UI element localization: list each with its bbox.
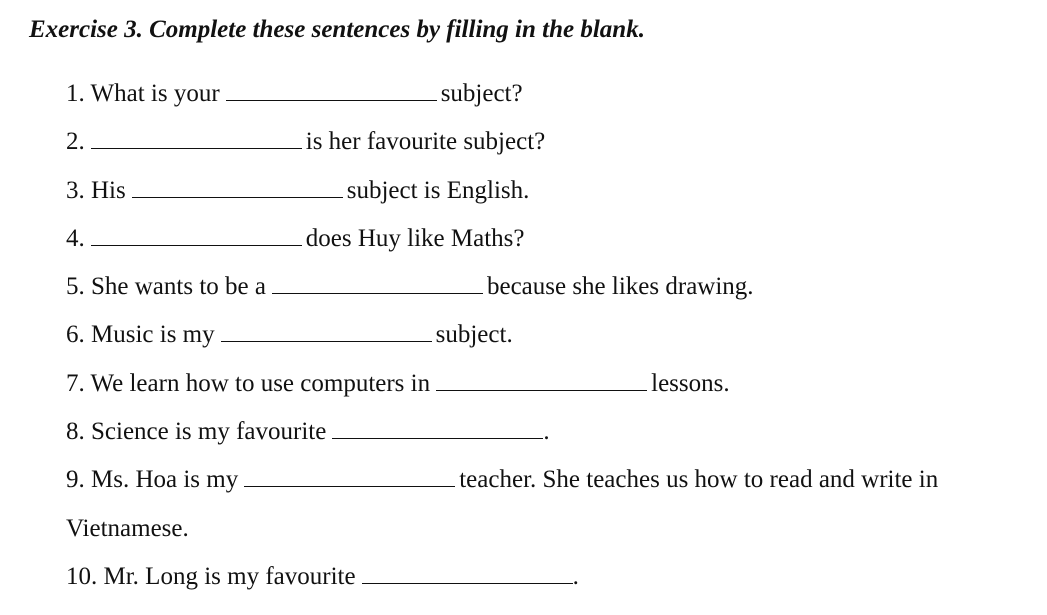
sentence-6 (66, 311, 1036, 359)
sentence-4 (66, 215, 1036, 263)
answer-blank[interactable] (332, 414, 543, 439)
sentence-text-before: 7. We learn how to use computers in (66, 369, 431, 397)
sentence-2 (66, 118, 1036, 166)
sentence-text-before: 3. His (66, 176, 126, 204)
sentence-text-after: is her favourite subject? (305, 128, 546, 156)
sentence-1 (66, 70, 1036, 118)
sentence-text-after: subject. (435, 321, 513, 349)
answer-blank[interactable] (221, 318, 432, 343)
sentence-3 (66, 167, 1036, 215)
sentence-text-after: . (572, 562, 579, 590)
exercise-title: Exercise 3. Complete these sentences by filling in the blank. (29, 16, 645, 43)
answer-blank[interactable] (132, 173, 343, 198)
sentence-text-after: subject is English. (346, 176, 530, 204)
sentence-text-before: 10. Mr. Long is my favourite (66, 562, 356, 590)
sentence-9 (66, 456, 1036, 504)
answer-blank[interactable] (91, 221, 302, 246)
sentence-list (66, 70, 1036, 601)
sentence-10 (66, 553, 1036, 601)
answer-blank[interactable] (362, 559, 573, 584)
answer-blank[interactable] (272, 269, 483, 294)
sentence-text-after: . (543, 418, 550, 446)
sentence-text-after: teacher. She teaches us how to read and write in (459, 466, 939, 494)
sentence-text-before: 2. (66, 128, 85, 156)
sentence-7 (66, 360, 1036, 408)
sentence-text-after: because she likes drawing. (486, 273, 754, 301)
sentence-text-before: 5. She wants to be a (66, 273, 266, 301)
sentence-text-before: 9. Ms. Hoa is my (66, 466, 239, 494)
sentence-9-continuation (66, 505, 1036, 553)
sentence-text-before: 8. Science is my favourite (66, 418, 327, 446)
sentence-text-before: 1. What is your (66, 80, 220, 107)
sentence-text-after: does Huy like Maths? (305, 224, 525, 252)
answer-blank[interactable] (226, 76, 437, 101)
answer-blank[interactable] (436, 366, 647, 391)
answer-blank[interactable] (244, 463, 455, 488)
sentence-text-before: 4. (66, 224, 85, 252)
sentence-text-after: lessons. (651, 369, 730, 397)
sentence-5 (66, 263, 1036, 311)
sentence-text-before: 6. Music is my (66, 321, 215, 349)
answer-blank[interactable] (91, 125, 302, 150)
sentence-8 (66, 408, 1036, 456)
sentence-text-after: subject? (440, 80, 523, 107)
sentence-text-continuation: Vietnamese. (66, 514, 189, 542)
